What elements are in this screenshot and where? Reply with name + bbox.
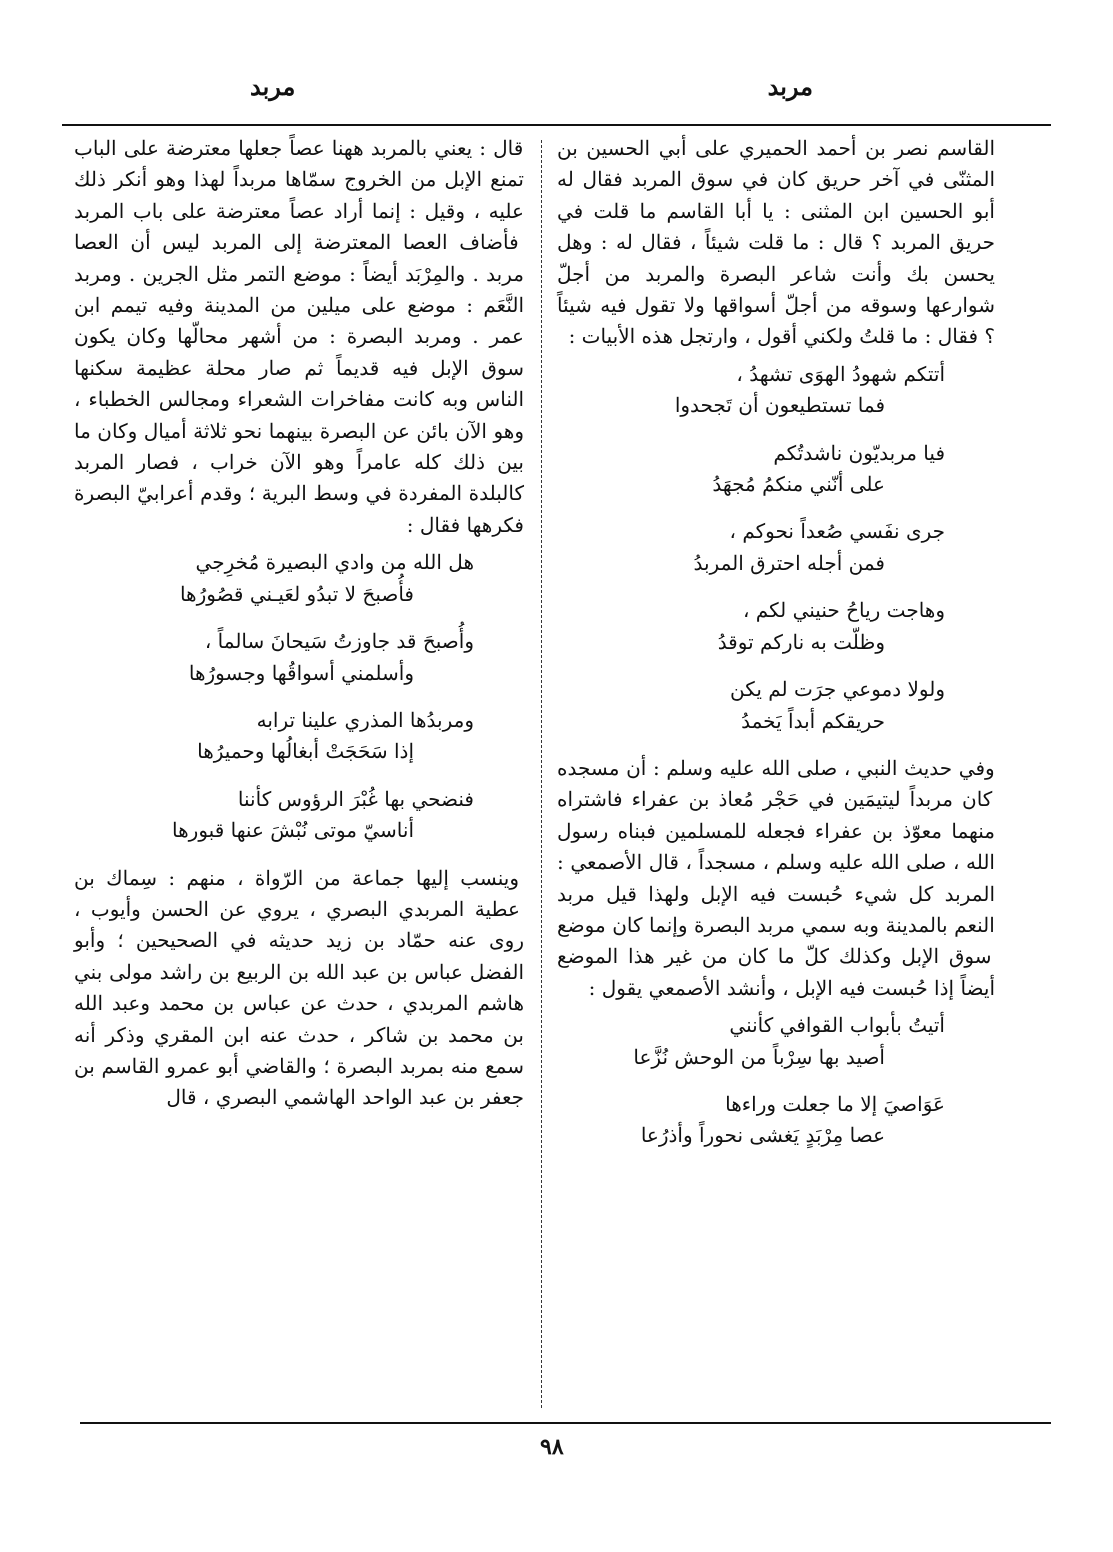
text-line: وكان يكون سوق الإبل فيه قديماً ثم صار محلة عظيمة [74,324,524,380]
text-line: مولى بني هاشم المربدي ، حدث عن عباس بن محمد [74,959,524,1016]
verse-line [557,595,995,658]
hemistich: جرى نفَسي صُعداً نحوكم ، [729,519,945,544]
text-line: وأبو الفضل عباس بن عبد الله بن الربيع بن راشد [74,928,524,984]
hemistich: عَوَاصيَ إلا ما جعلت وراءها [725,1091,945,1116]
text-line: وأنت شاعر البصرة والمربد من أجلّ شوارعها وسوقه [557,261,995,318]
text-line: كان مربداً ليتيمَين في حَجْر مُعاذ بن عفراء فاشتراه [557,787,993,812]
hemistich: أتيتُ بأبواب القوافي كأنني [729,1013,945,1038]
hemistich: حريقكم أبداً يَخمدُ [741,708,885,733]
hemistich: هل الله من وادي البصيرة مُخرِجي [195,550,474,575]
text-line: أيضاً إذا حُبست فيه الإبل ، وأنشد الأصمعي يقول : [588,975,995,1000]
text-line: عطية المربدي البصري ، يروي عن الحسن وأيوب ، [74,896,520,921]
page-number: ٩٨ [540,1434,564,1460]
text-line: في آخر حريق كان في سوق المربد فقال له أبو الحسين [557,167,995,223]
text-line: سكنها الناس وبه كانت مفاخرات الشعراء ومجالس [74,355,525,412]
paragraph [74,133,524,541]
verse-line [557,674,995,737]
text-line: منهما معوّذ بن عفراء فجعله للمسلمين فبناه رسول الله ، [557,818,995,875]
footer-rule [80,1422,1051,1424]
hemistich: أناسيّ موتى نُبْشَ عنها قبورها [172,818,414,843]
text-line: وعبد الله بن محمد بن شاكر ، حدث عنه ابن المقري [74,991,524,1047]
text-line: فصار المربد كالبلدة المفردة في وسط البرية ؛ وقدم [74,450,524,506]
verse-line [557,516,995,579]
text-line: تيمم ابن عمر . ومربد البصرة : من أشهر محالّها [74,293,524,349]
verse-line [557,438,995,501]
text-line: روى عنه حمّاد بن زيد حديثه في الصحيحين ؛ [105,928,524,953]
hemistich: وأُصبحَ قد جاوزتُ سَيحانَ سالماً ، [204,629,474,654]
text-line: من أجلّ أسواقها ولا تقول فيه شيئاً ؟ فقال : ما [557,293,995,349]
hemistich: فمن أجله احترق المربدُ [693,550,885,575]
verse-line [557,1010,995,1073]
header-rule [62,124,1051,126]
hemistich: إذا سَحَجَتْ أبغالُها وحميرُها [197,739,414,764]
verse-line [74,784,524,847]
hemistich: وأسلمني أسواقُها وجسورُها [188,660,414,685]
text-line: ذلك عليه ، وقيل : إنما أراد عصاً معترضة على باب [74,167,524,223]
text-line: وذكر أنه سمع منه بمربد البصرة ؛ والقاضي أبو عمرو [74,1022,525,1078]
hemistich: على أنّني منكمُ مُجهَدُ [712,472,885,497]
hemistich: ومربدُها المذري علينا ترابه [256,707,474,732]
paragraph [557,753,995,1004]
text-line: وينسب إليها جماعة من الرّواة ، منهم : سِماك بن [74,865,520,890]
running-header-left: مربد [250,72,296,101]
text-line: أميال وكان ما بين ذلك كله عامراً وهو الآن خراب ، [74,418,525,475]
text-line: قلتُ ولكني أقول ، وارتجل هذه الأبيات : [568,324,896,349]
text-line: كل شيء حُبست فيه الإبل ولهذا قيل مربد النعم [557,881,995,937]
paragraph [557,133,995,353]
text-line: صلى الله عليه وسلم ، مسجداً ، قال الأصمعي : المربد [557,850,995,906]
text-line: بالمدينة وبه سمي مربد البصرة وإنما كان موضع [557,912,948,937]
running-header-right: مربد [767,72,813,101]
hemistich: أصيد بها سِرْباً من الوحش نُزَّعا [633,1044,885,1069]
hemistich: أتتكم شهودُ الهوَى تشهدُ ، [736,361,945,386]
text-line: سوق الإبل وكذلك كلّ ما كان من غير هذا الموضع [557,944,992,969]
right-column [557,133,995,1168]
column-divider [541,140,542,1408]
hemistich: وهاجت رياحُ حنيني لكم ، [742,598,945,623]
verse-line [557,1089,995,1152]
hemistich: ولولا دموعي جرَت لم يكن [730,677,945,702]
hemistich: فأُصبحَ لا تبدُو لعَيـني قصُورُها [179,581,414,606]
text-line: قال : يعني بالمربد ههنا عصاً جعلها معترضة على الباب [74,136,524,160]
paragraph [74,863,524,1114]
verse-line [557,359,995,422]
hemistich: وظلّت به ناركم توقدُ [717,629,885,654]
text-line: وفي حديث النبي ، صلى الله عليه وسلم : أن مسجده [557,755,995,780]
text-line: مربد . والمِرْبَد أيضاً : موضع التمر مثل الجرين . [121,261,524,286]
text-line: ومربد النَّعَم : موضع على ميلين من المدينة وفيه [74,261,525,318]
hemistich: فما تستطيعون أن تَجحدوا [674,393,885,418]
poem [74,547,524,846]
hemistich: فنضحي بها غُبْرَ الرؤوس كأننا [237,786,474,811]
text-line: المربد فأضاف العصا المعترضة إلى المربد ليس أن العصا [74,198,519,255]
text-line: القاسم بن جعفر بن عبد الواحد الهاشمي البصري ، قال [74,1053,524,1110]
poem [557,359,995,737]
verse-line [74,705,524,768]
text-line: الخطباء ، وهو الآن بائن عن البصرة بينهما نحو ثلاثة [74,387,524,443]
poem [557,1010,995,1152]
verse-line [74,626,524,689]
verse-line [74,547,524,610]
hemistich: فيا مربديّون ناشدتُكم [773,440,945,465]
text-line: القاسم نصر بن أحمد الحميري على أبي الحسين بن المثنّى [557,136,996,192]
text-line: قال : ما قلت شيئاً ، فقال له : وهل يحسن بك [557,230,995,286]
text-line: تمنع الإبل من الخروج سمّاها مربداً لهذا وهو أنكر [105,167,524,192]
left-column [74,133,524,1114]
hemistich: عصا مِرْبَدٍ يَغشى نحوراً وأذرُعا [640,1123,885,1148]
text-line: أعرابيّ البصرة فكرهها فقال : [74,481,524,537]
text-line: ابن المثنى : يا أبا القاسم ما قلت في حريق المربد ؟ [557,198,995,255]
